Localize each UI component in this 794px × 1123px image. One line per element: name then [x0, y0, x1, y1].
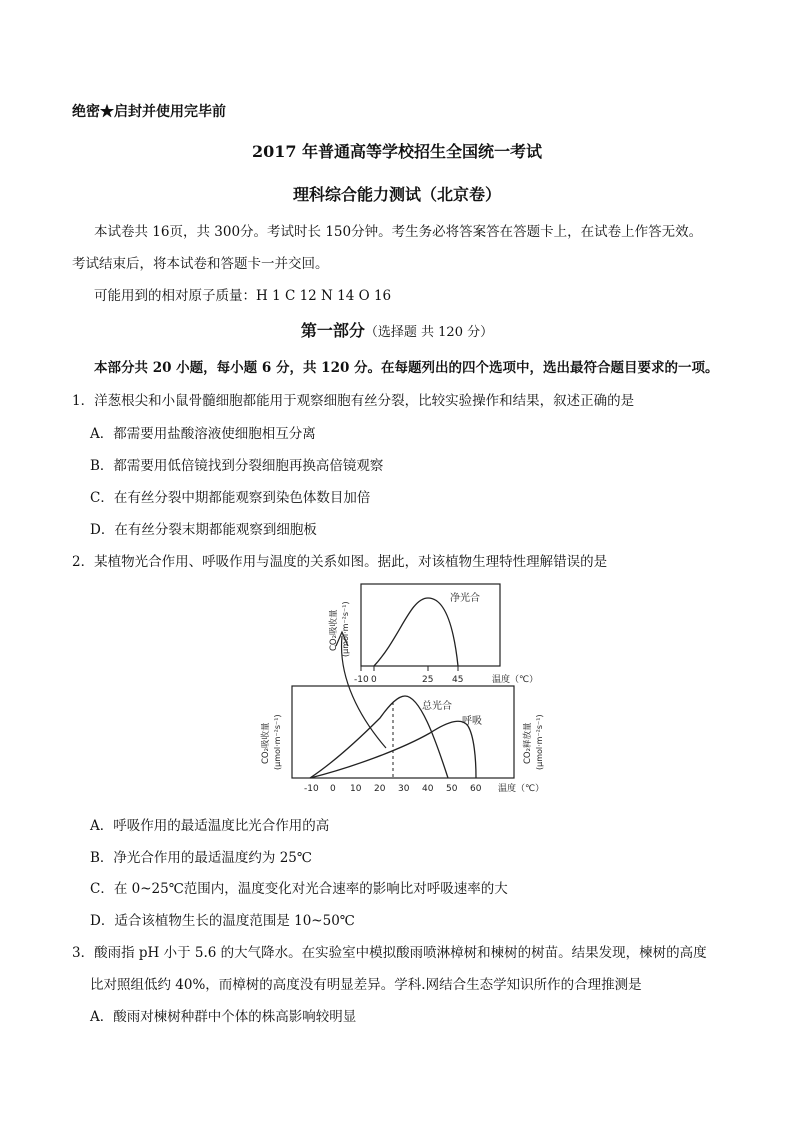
top-xtick-25: 25: [422, 675, 434, 685]
bottom-xlabel: 温度（℃）: [498, 784, 545, 794]
bottom-xtick-20: 20: [374, 784, 386, 794]
bottom-left-ylabel-1: CO₂吸收量: [261, 722, 271, 764]
q2-option-c: C．在 0~25℃范围内，温度变化对光合速率的影响比对呼吸速率的大: [90, 881, 508, 897]
intro-line-2: 考试结束后，将本试卷和答题卡一并交回。: [72, 256, 329, 272]
q2-option-b: B．净光合作用的最适温度约为 25℃: [90, 850, 312, 866]
top-ylabel-1: CO₂吸收量: [329, 609, 339, 651]
bottom-left-ylabel-2: (μmol·m⁻²s⁻¹): [273, 714, 282, 770]
bottom-xtick-30: 30: [398, 784, 410, 794]
bottom-right-ylabel-1: CO₂释放量: [523, 722, 533, 764]
section-heading: [0, 318, 794, 341]
top-ylabel-2: (μmol·m⁻²s⁻¹): [341, 601, 350, 657]
bottom-xtick-0: 0: [330, 784, 336, 794]
gross-photosynthesis-label: 总光合: [422, 701, 452, 712]
top-xtick-neg10: -10: [354, 675, 369, 685]
respiration-label: 呼吸: [462, 716, 482, 727]
q2-option-a: A．呼吸作用的最适温度比光合作用的高: [90, 818, 330, 834]
q3-stem-line-2: 比对照组低约 40%，而樟树的高度没有明显差异。学科.网结合生态学知识所作的合理推测是: [90, 977, 642, 993]
bottom-xtick-10: 10: [350, 784, 362, 794]
top-xlabel: 温度（℃）: [492, 675, 539, 685]
bottom-xtick-40: 40: [422, 784, 434, 794]
q3-stem-line-1: 3．酸雨指 pH 小于 5.6 的大气降水。在实验室中模拟酸雨喷淋樟树和楝树的树苗。结果发现，楝树的高度: [72, 945, 707, 961]
q2-stem: 2．某植物光合作用、呼吸作用与温度的关系如图。据此，对该植物生理特性理解错误的是: [72, 554, 608, 570]
section-subtitle: （选择题 共 120 分）: [364, 325, 494, 340]
section-note: 本部分共 20 小题，每小题 6 分，共 120 分。在每题列出的四个选项中，选出最符合题目要求的一项。: [94, 360, 719, 376]
exam-title: 2017 年普通高等学校招生全国统一考试: [251, 142, 543, 161]
q3-option-a: A．酸雨对楝树种群中个体的株高影响较明显: [90, 1009, 357, 1025]
bottom-xtick-60: 60: [470, 784, 482, 794]
q1-option-c: C．在有丝分裂中期都能观察到染色体数目加倍: [90, 490, 371, 506]
bottom-panel-frame: [292, 686, 514, 778]
q1-option-d: D．在有丝分裂末期都能观察到细胞板: [90, 522, 317, 538]
bottom-xtick-50: 50: [446, 784, 458, 794]
q1-option-a: A．都需要用盐酸溶液使细胞相互分离: [90, 426, 316, 442]
net-photosynthesis-curve: [374, 598, 458, 666]
bottom-xtick-neg10: -10: [304, 784, 319, 794]
atomic-mass-line: 可能用到的相对原子质量：H 1 C 12 N 14 O 16: [94, 288, 392, 304]
bottom-right-ylabel-2: (μmol·m⁻²s⁻¹): [535, 714, 544, 770]
q1-stem: 1．洋葱根尖和小鼠骨髓细胞都能用于观察细胞有丝分裂，比较实验操作和结果，叙述正确的是: [72, 393, 635, 409]
q1-option-b: B．都需要用低倍镜找到分裂细胞再换高倍镜观察: [90, 458, 384, 474]
section-title: 第一部分: [300, 321, 365, 340]
q2-option-d: D．适合该植物生长的温度范围是 10~50℃: [90, 913, 355, 929]
exam-subtitle: 理科综合能力测试（北京卷）: [292, 185, 501, 204]
net-photosynthesis-label: 净光合: [450, 593, 480, 604]
confidential-header: 绝密★启封并使用完毕前: [72, 104, 226, 120]
top-xtick-45: 45: [452, 675, 464, 685]
intro-line-1: 本试卷共 16页，共 300分。考试时长 150分钟。考生务必将答案答在答题卡上，在试卷上作答无效。: [94, 224, 703, 240]
top-xtick-0: 0: [371, 675, 377, 685]
photosynthesis-figure: [250, 578, 560, 796]
